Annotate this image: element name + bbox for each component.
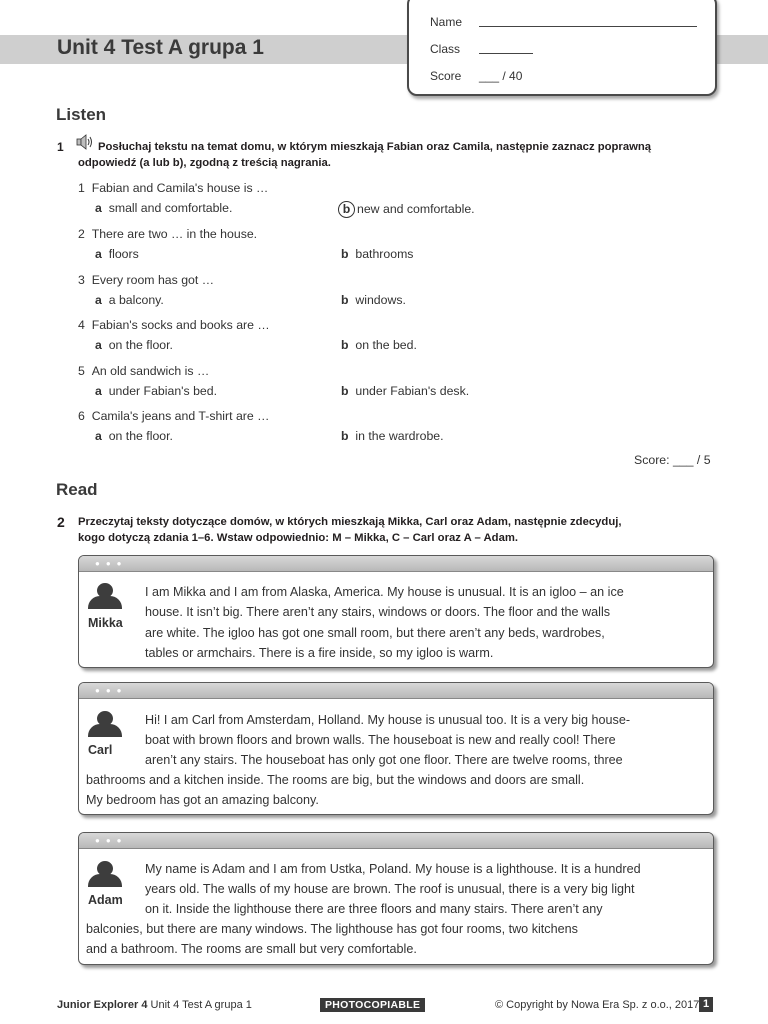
card-line: years old. The walls of my house are brown. The roof is unusual, there is a very big light: [145, 882, 635, 896]
option-b-text: under Fabian's desk.: [355, 384, 470, 398]
question-stem: [78, 181, 268, 195]
option-b[interactable]: b in the wardrobe.: [341, 429, 444, 443]
task-1-instruction-line-2: odpowiedź (a lub b), zgodną z treścią nagrania.: [78, 157, 331, 169]
option-a[interactable]: a on the floor.: [95, 338, 173, 352]
question-number: 4: [78, 318, 85, 332]
photocopiable-badge: PHOTOCOPIABLE: [320, 998, 425, 1012]
circled-answer-b: b: [338, 201, 355, 218]
question-text: Fabian's socks and books are …: [91, 318, 270, 332]
task-2-instruction-line-2: kogo dotyczą zdania 1–6. Wstaw odpowiednio: M – Mikka, C – Carl oraz A – Adam.: [78, 532, 519, 544]
question-text: Fabian and Camila's house is …: [91, 181, 269, 195]
task-2-instruction-line-1: Przeczytaj teksty dotyczące domów, w których mieszkają Mikka, Carl oraz Adam, następnie zdecyduj,: [78, 516, 622, 528]
option-b-text: on the bed.: [355, 338, 417, 352]
task-1-instruction-line-1: Posłuchaj tekstu na temat domu, w którym mieszkają Fabian oraz Camila, następnie zaznacz poprawną: [98, 141, 652, 153]
class-field[interactable]: [479, 53, 533, 54]
class-label: Class: [430, 42, 461, 56]
card-person-name: Mikka: [88, 616, 123, 630]
option-a-text: a balcony.: [108, 293, 164, 307]
card-line: balconies, but there are many windows. The lighthouse has got four rooms, two kitchens: [86, 922, 578, 936]
card-line: and a bathroom. The rooms are small but very comfortable.: [86, 942, 417, 956]
read-heading: Read: [56, 480, 98, 499]
question-stem: [78, 364, 209, 378]
option-b-text: windows.: [355, 293, 406, 307]
card-line: on it. Inside the lighthouse there are three floors and many stairs. There aren’t any: [145, 902, 603, 916]
window-dots-icon: ●●●: [95, 836, 128, 845]
question-text: An old sandwich is …: [91, 364, 210, 378]
name-label: Name: [430, 15, 463, 29]
option-a[interactable]: a under Fabian's bed.: [95, 384, 217, 398]
option-b[interactable]: b windows.: [341, 293, 406, 307]
option-a[interactable]: a floors: [95, 247, 139, 261]
question-text: Every room has got …: [91, 273, 215, 287]
question-number: 2: [78, 227, 85, 241]
listen-score: Score: ___ / 5: [634, 453, 711, 467]
card-line: My bedroom has got an amazing balcony.: [86, 793, 319, 807]
score-total: ___ / 40: [479, 69, 523, 83]
footer-book-title: [57, 999, 252, 1011]
name-class-score-box: [407, 0, 717, 96]
option-a-text: on the floor.: [108, 429, 173, 443]
option-b[interactable]: b under Fabian's desk.: [341, 384, 470, 398]
card-person-name: Carl: [88, 743, 113, 757]
card-title-bar: [79, 556, 713, 572]
task-2-number: 2: [57, 514, 65, 530]
window-dots-icon: ●●●: [95, 559, 128, 568]
option-a-text: on the floor.: [108, 338, 173, 352]
footer-copyright: © Copyright by Nowa Era Sp. z o.o., 2017: [495, 999, 700, 1011]
option-b[interactable]: b on the bed.: [341, 338, 417, 352]
option-b-text: bathrooms: [355, 247, 414, 261]
option-a-text: small and comfortable.: [108, 201, 233, 215]
card-title-bar: [79, 683, 713, 699]
card-person-name: Adam: [88, 893, 123, 907]
card-line: I am Mikka and I am from Alaska, America. My house is unusual. It is an igloo – an ice: [145, 585, 624, 599]
option-b-text: new and comfortable.: [357, 202, 475, 216]
question-stem: [78, 318, 270, 332]
card-line: My name is Adam and I am from Ustka, Poland. My house is a lighthouse. It is a hundred: [145, 862, 641, 876]
question-text: Camila's jeans and T-shirt are …: [91, 409, 270, 423]
question-number: 5: [78, 364, 85, 378]
listen-heading: Listen: [56, 105, 107, 124]
speaker-icon: [76, 133, 94, 151]
window-dots-icon: ●●●: [95, 686, 128, 695]
question-number: 6: [78, 409, 85, 423]
score-label: Score: [430, 69, 462, 83]
person-icon: [88, 861, 122, 887]
page-title: [57, 36, 264, 60]
text-card-mikka: [78, 555, 714, 668]
option-a[interactable]: a a balcony.: [95, 293, 164, 307]
question-text: There are two … in the house.: [91, 227, 258, 241]
card-title-bar: [79, 833, 713, 849]
person-icon: [88, 711, 122, 737]
option-a-text: floors: [108, 247, 139, 261]
card-line: boat with brown floors and brown walls. The houseboat is new and really cool! There: [145, 733, 616, 747]
text-card-carl: [78, 682, 714, 815]
question-number: 3: [78, 273, 85, 287]
question-stem: [78, 273, 214, 287]
option-a[interactable]: a on the floor.: [95, 429, 173, 443]
page-number: 1: [699, 997, 713, 1012]
person-icon: [88, 583, 122, 609]
option-a[interactable]: a small and comfortable.: [95, 201, 233, 215]
footer-book-rest: Unit 4 Test A grupa 1: [150, 999, 252, 1011]
card-line: tables or armchairs. There is a fire inside, so my igloo is warm.: [145, 646, 494, 660]
card-line: aren’t any stairs. The houseboat has only got one floor. There are twelve rooms, three: [145, 753, 623, 767]
card-line: Hi! I am Carl from Amsterdam, Holland. My house is unusual too. It is a very big house-: [145, 713, 631, 727]
card-line: are white. The igloo has got one small room, but there aren’t any beds, wardrobes,: [145, 626, 605, 640]
question-number: 1: [78, 181, 85, 195]
option-b[interactable]: b bathrooms: [341, 247, 414, 261]
footer-book-bold: Junior Explorer 4: [57, 999, 148, 1011]
option-a-text: under Fabian's bed.: [108, 384, 217, 398]
card-line: house. It isn’t big. There aren’t any stairs, windows or doors. The floor and the walls: [145, 605, 611, 619]
task-1-number: 1: [57, 140, 64, 154]
card-line: bathrooms and a kitchen inside. The rooms are big, but the windows and doors are small.: [86, 773, 585, 787]
question-stem: [78, 409, 269, 423]
name-field[interactable]: [479, 26, 697, 27]
question-stem: [78, 227, 257, 241]
option-b-text: in the wardrobe.: [355, 429, 444, 443]
text-card-adam: [78, 832, 714, 965]
option-b[interactable]: [341, 201, 475, 218]
unit-label: Unit 4: [57, 36, 116, 59]
test-title: Test A grupa 1: [121, 36, 264, 59]
